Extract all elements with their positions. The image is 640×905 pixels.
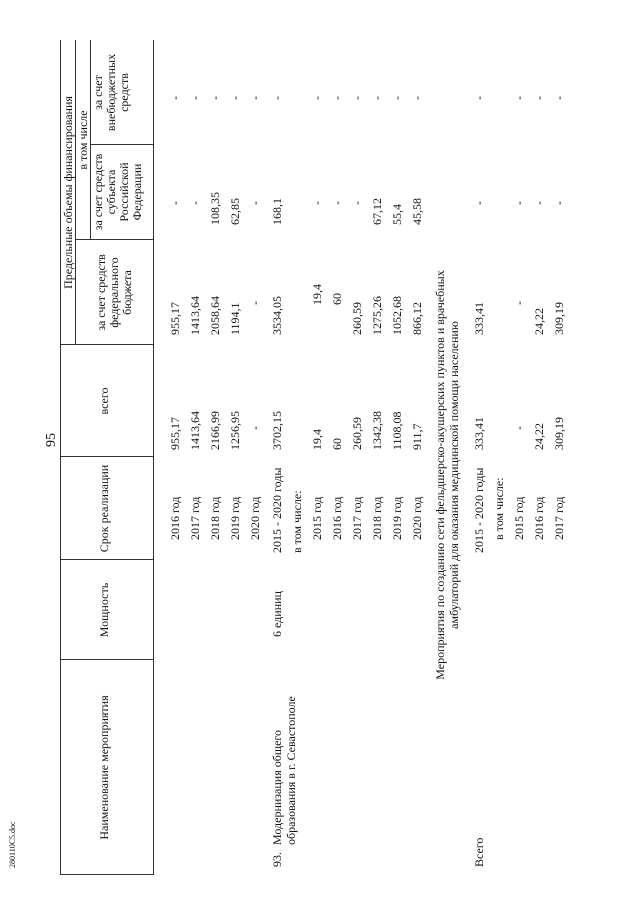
section-row-total: 309,19: [552, 417, 566, 450]
row-period: 2019 год: [228, 496, 242, 540]
header-extra: за счет внебюджетных средств: [91, 53, 131, 132]
section-row-total: 24,22: [532, 423, 546, 450]
row-federal: 60: [330, 293, 344, 305]
row-extra: -: [350, 96, 364, 100]
section-row-subject: -: [532, 201, 546, 205]
section-row-label: Всего: [472, 837, 486, 867]
row-subject: 67,12: [370, 198, 384, 225]
row-subject: 62,85: [228, 198, 242, 225]
section-row-subject: -: [512, 201, 526, 205]
header-period: Срок реализации: [97, 464, 111, 553]
row-total: 1413,64: [188, 411, 202, 450]
row-federal: -: [248, 301, 262, 305]
header-total: всего: [97, 387, 111, 415]
row-federal: 1275,26: [370, 296, 384, 335]
section-row-extra: -: [512, 96, 526, 100]
row-extra: -: [248, 96, 262, 100]
row-capacity: 6 единиц: [270, 591, 284, 637]
header-name: Наименование мероприятия: [97, 695, 111, 840]
section-row-federal: 333,41: [472, 302, 486, 335]
row-period: 2018 год: [370, 496, 384, 540]
row-extra: -: [188, 96, 202, 100]
row-period: 2020 год: [248, 496, 262, 540]
row-federal: 955,17: [168, 302, 182, 335]
section-row-federal: 24,22: [532, 308, 546, 335]
row-total: -: [248, 426, 262, 430]
row-extra: -: [270, 96, 284, 100]
row-period: 2016 год: [330, 496, 344, 540]
section-row-period: 2017 год: [552, 496, 566, 540]
section-row-extra: -: [552, 96, 566, 100]
rotated-table-content: [0, 40, 640, 905]
row-total: 3702,15: [270, 411, 284, 450]
row-subject: 55,4: [390, 204, 404, 225]
row-federal: 19,4: [310, 284, 324, 305]
row-total: 1342,38: [370, 411, 384, 450]
row-period: 2017 год: [350, 496, 364, 540]
header-subject: за счет средств субъекта Российской Федерации: [91, 153, 144, 231]
section-row-subject: -: [472, 201, 486, 205]
row-extra: -: [410, 96, 424, 100]
row-total: 60: [330, 438, 344, 450]
row-subject: 45,58: [410, 198, 424, 225]
header-including: в том числе: [76, 110, 90, 170]
row-federal: 2058,64: [208, 296, 222, 335]
row-extra: -: [370, 96, 384, 100]
section-row-total: -: [512, 426, 526, 430]
row-total: 260,59: [350, 417, 364, 450]
section-title: Мероприятия по созданию сети фельдшерско-акушерских пунктов и врачебных амбулаторий для оказания медицинской помощи населению: [433, 270, 461, 680]
row-period: 2017 год: [188, 496, 202, 540]
row-period: в том числе:: [290, 490, 304, 553]
row-federal: 1194,1: [228, 302, 242, 335]
row-total: 1108,08: [390, 411, 404, 450]
row-extra: -: [228, 96, 242, 100]
row-period: 2015 год: [310, 496, 324, 540]
footer-file-code: 280110С5.doc: [8, 821, 17, 868]
row-total: 2166,99: [208, 411, 222, 450]
row-number: 93.: [270, 852, 284, 867]
row-total: 19,4: [310, 429, 324, 450]
row-federal: 1413,64: [188, 296, 202, 335]
section-row-federal: -: [512, 301, 526, 305]
section-row-period: 2015 год: [512, 496, 526, 540]
section-row-period: 2015 - 2020 годы: [472, 467, 486, 553]
row-subject: 168,1: [270, 198, 284, 225]
row-period: 2020 год: [410, 496, 424, 540]
row-subject: 108,35: [208, 192, 222, 225]
row-extra: -: [390, 96, 404, 100]
row-subject: -: [168, 201, 182, 205]
section-row-total: 333,41: [472, 417, 486, 450]
section-row-subject: -: [552, 201, 566, 205]
row-federal: 3534,05: [270, 296, 284, 335]
row-extra: -: [208, 96, 222, 100]
section-row-extra: -: [532, 96, 546, 100]
row-extra: -: [310, 96, 324, 100]
section-row-extra: -: [472, 96, 486, 100]
row-period: 2018 год: [208, 496, 222, 540]
page-number: 95: [44, 433, 59, 447]
header-capacity: Мощность: [97, 582, 111, 638]
row-period: 2019 год: [390, 496, 404, 540]
row-extra: -: [330, 96, 344, 100]
row-total: 911,7: [410, 423, 424, 450]
row-subject: -: [310, 201, 324, 205]
section-row-period: в том числе:: [492, 477, 506, 540]
row-extra: -: [168, 96, 182, 100]
row-total: 1256,95: [228, 411, 242, 450]
header-federal: за счет средств федерального бюджета: [94, 254, 134, 331]
section-row-period: 2016 год: [532, 496, 546, 540]
row-name: Модернизация общего образования в г. Севастополе: [270, 696, 298, 845]
row-period: 2015 - 2020 годы: [270, 467, 284, 553]
row-federal: 866,12: [410, 302, 424, 335]
row-federal: 260,59: [350, 302, 364, 335]
row-subject: -: [188, 201, 202, 205]
row-total: 955,17: [168, 417, 182, 450]
row-subject: -: [350, 201, 364, 205]
row-period: 2016 год: [168, 496, 182, 540]
section-row-federal: 309,19: [552, 302, 566, 335]
row-federal: 1052,68: [390, 296, 404, 335]
row-subject: -: [248, 201, 262, 205]
row-subject: -: [330, 201, 344, 205]
header-limits: Предельные объемы финансирования: [61, 96, 75, 289]
